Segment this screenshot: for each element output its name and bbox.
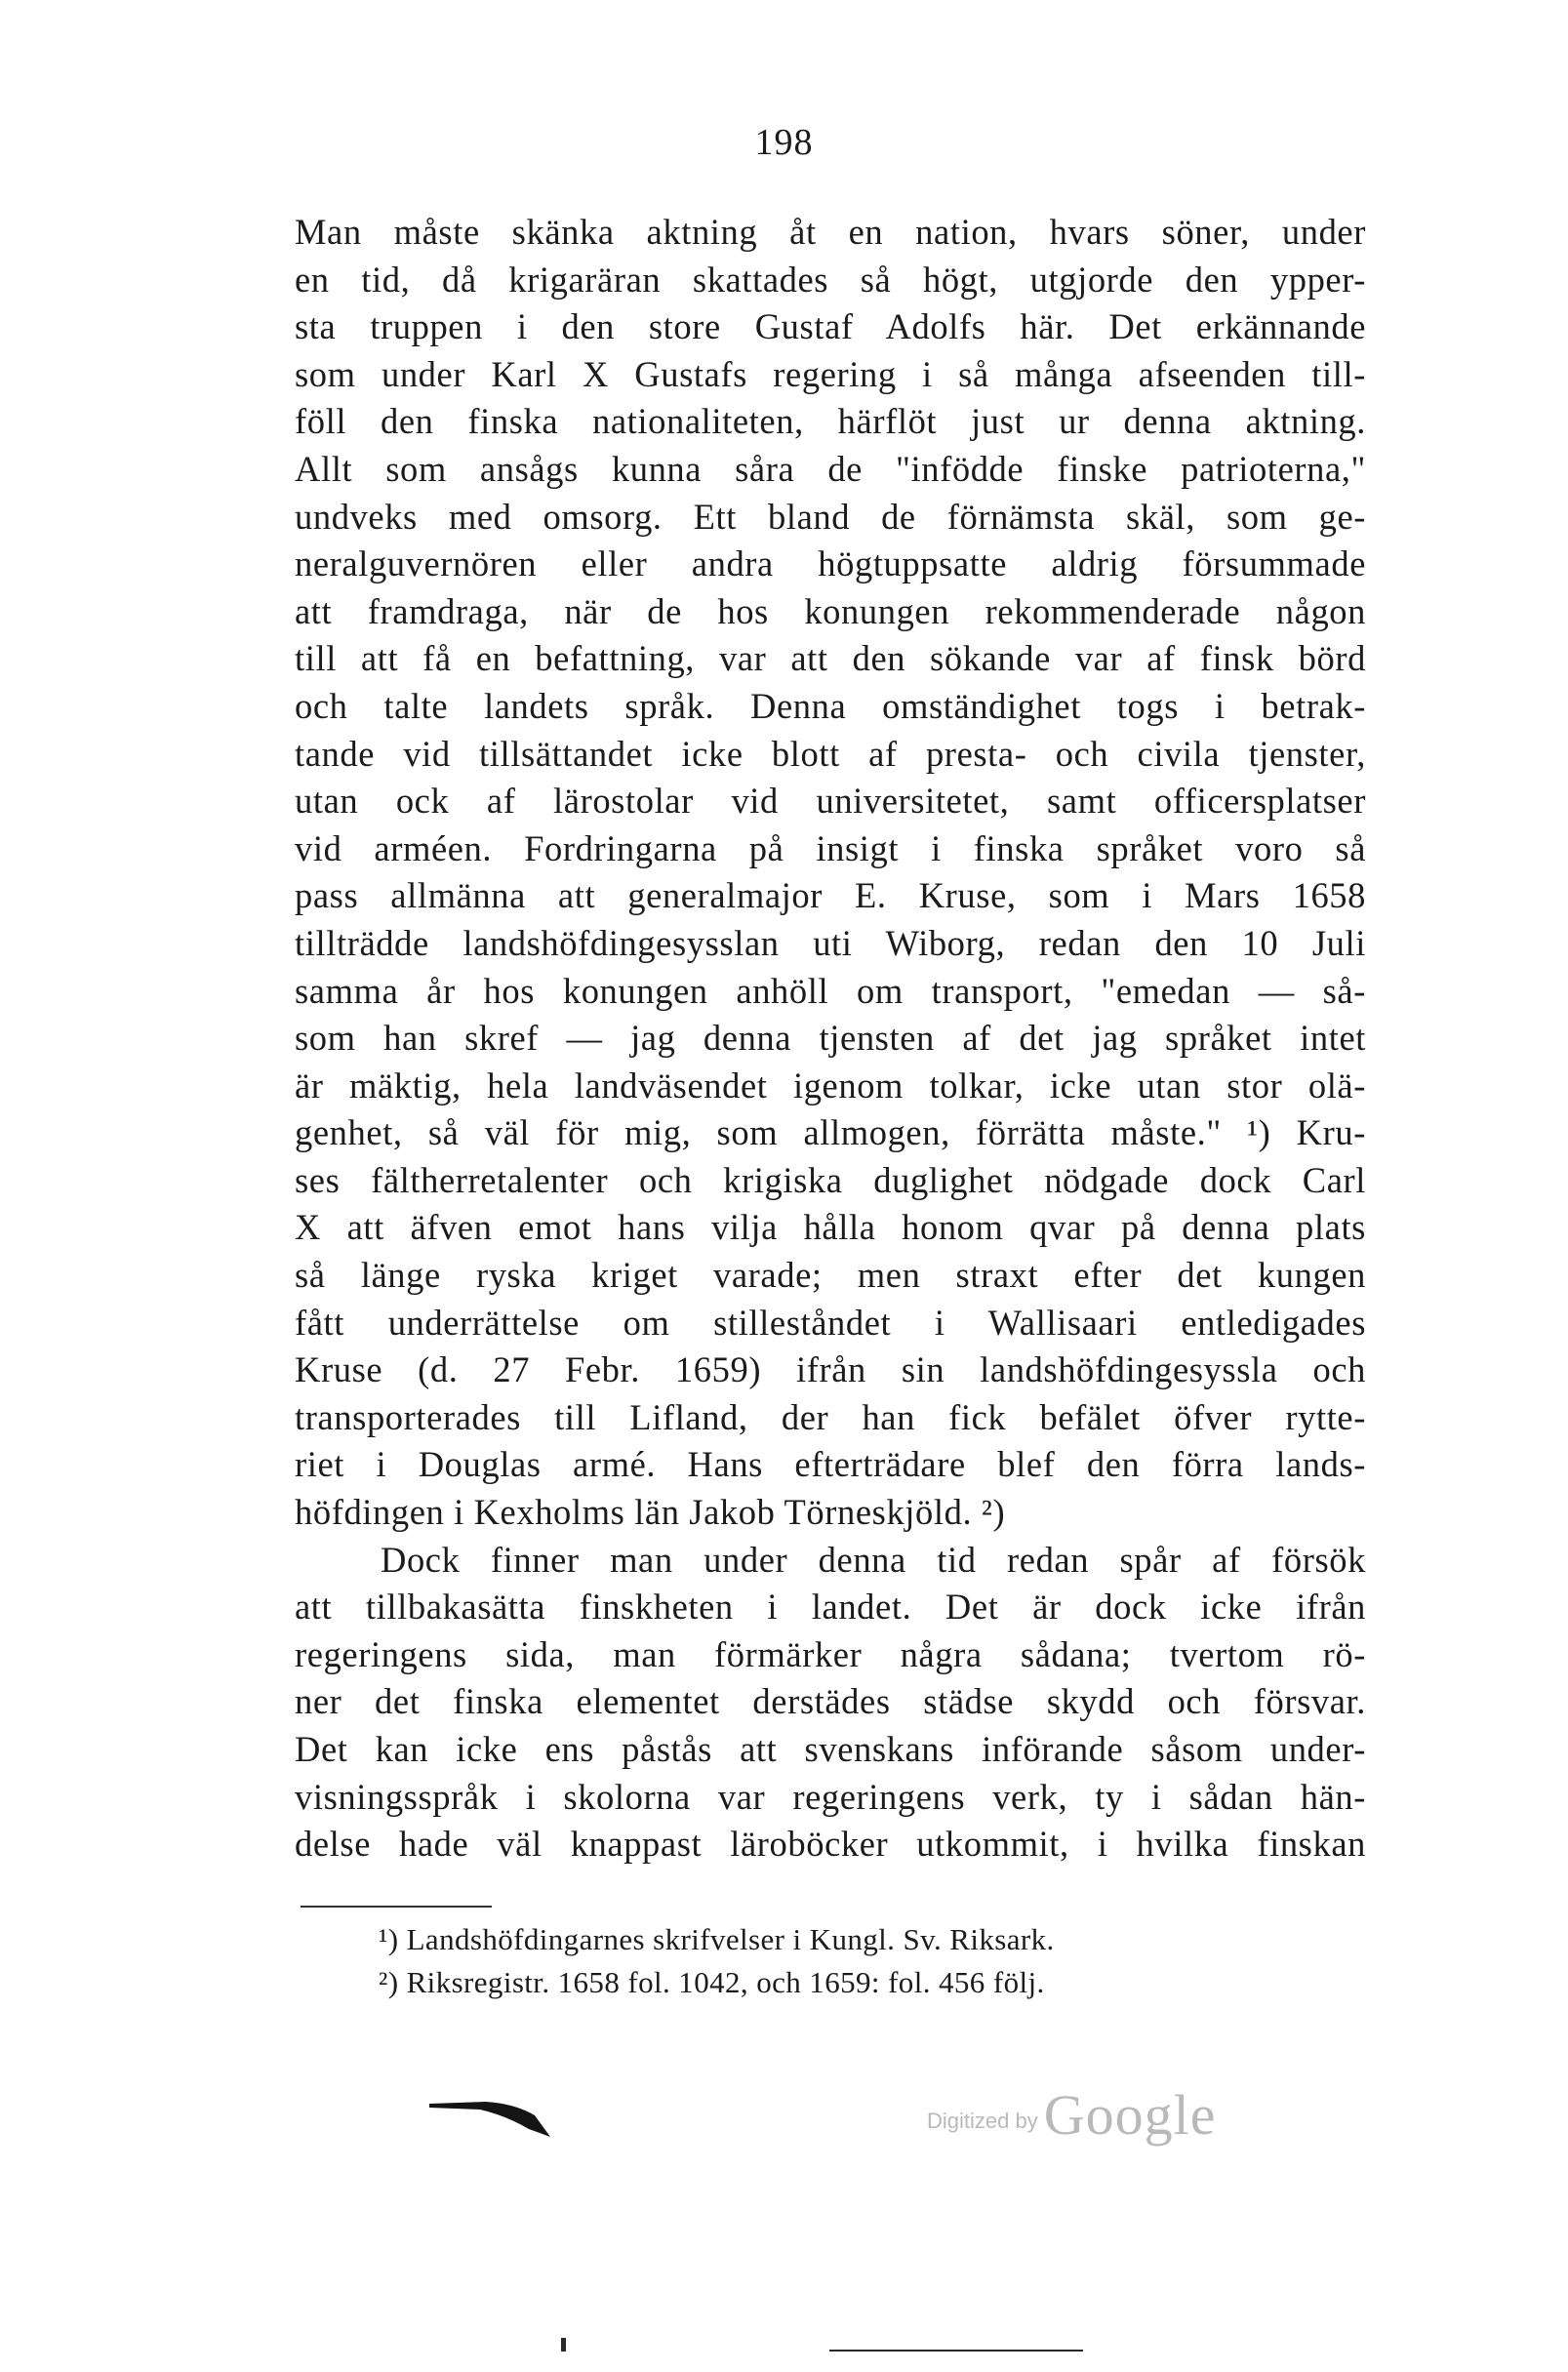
text-line: utan ock af lärostolar vid universitetet, samt officersplatser	[295, 781, 1366, 822]
body-text	[295, 209, 1366, 1869]
text-line: föll den finska nationaliteten, härflöt just ur denna aktning.	[295, 401, 1366, 442]
footnotes	[379, 1918, 1335, 2004]
text-line: och talte landets språk. Denna omständighet togs i betrak-	[295, 685, 1366, 726]
text-line: vid arméen. Fordringarna på insigt i finska språket voro så	[295, 827, 1366, 868]
text-line: pass allmänna att generalmajor E. Kruse, som i Mars 1658	[295, 875, 1366, 916]
scan-artifact-dot	[561, 2338, 566, 2352]
text-line: är mäktig, hela landväsendet igenom tolkar, icke utan stor olä-	[295, 1065, 1366, 1106]
watermark-digitized-by: Digitized by	[927, 2109, 1038, 2133]
page-number: 198	[754, 122, 814, 163]
text-line: undveks med omsorg. Ett bland de förnämsta skäl, som ge-	[295, 496, 1366, 537]
text-line: delse hade väl knappast läroböcker utkommit, i hvilka finskan	[295, 1824, 1366, 1865]
text-line: visningsspråk i skolorna var regeringens verk, ty i sådan hän-	[295, 1776, 1366, 1817]
footnote-2	[379, 1961, 1335, 2004]
footnote-marker: ¹)	[379, 1922, 399, 1956]
text-line: en tid, då krigaräran skattades så högt, utgjorde den ypper-	[295, 259, 1366, 300]
text-line: neralguvernören eller andra högtuppsatte aldrig försummade	[295, 543, 1366, 584]
watermark-google: Google	[1043, 2083, 1217, 2147]
footnote-1	[379, 1918, 1335, 1961]
text-line: att tillbakasätta finskheten i landet. Det är dock icke ifrån	[295, 1587, 1366, 1628]
text-line: så länge ryska kriget varade; men straxt efter det kungen	[295, 1255, 1366, 1296]
footnote-marker: ²)	[379, 1965, 399, 1999]
text-line: ner det finska elementet derstädes städse skydd och försvar.	[295, 1681, 1366, 1722]
footnote-divider	[301, 1906, 492, 1908]
text-line: regeringens sida, man förmärker några sådana; tvertom rö-	[295, 1633, 1366, 1674]
text-line: som han skref — jag denna tjensten af det jag språket intet	[295, 1018, 1366, 1059]
footnote-text: Riksregistr. 1658 fol. 1042, och 1659: fol. 456 följ.	[406, 1965, 1045, 1999]
text-line: genhet, så väl för mig, som allmogen, förrätta måste." ¹) Kru-	[295, 1112, 1366, 1153]
scan-artifact-mark	[427, 2090, 554, 2139]
footnote-text: Landshöfdingarnes skrifvelser i Kungl. Sv. Riksark.	[406, 1922, 1055, 1956]
text-line: höfdingen i Kexholms län Jakob Törneskjöld. ²)	[295, 1492, 1006, 1533]
text-line: som under Karl X Gustafs regering i så många afseenden till-	[295, 353, 1366, 394]
text-line: Kruse (d. 27 Febr. 1659) ifrån sin landshöfdingesyssla och	[295, 1349, 1366, 1390]
text-line: X att äfven emot hans vilja hålla honom qvar på denna plats	[295, 1207, 1366, 1248]
text-line: till att få en befattning, var att den sökande var af finsk börd	[295, 638, 1366, 679]
text-line: Allt som ansågs kunna såra de "infödde finske patrioterna,"	[295, 448, 1366, 489]
scan-artifact-line	[829, 2350, 1083, 2352]
text-line: tillträdde landshöfdingesysslan uti Wiborg, redan den 10 Juli	[295, 922, 1366, 963]
text-line: att framdraga, när de hos konungen rekommenderade någon	[295, 590, 1366, 631]
text-line: ses fältherretalenter och krigiska duglighet nödgade dock Carl	[295, 1159, 1366, 1200]
text-line: tande vid tillsättandet icke blott af presta- och civila tjenster,	[295, 733, 1366, 774]
text-line: sta truppen i den store Gustaf Adolfs här. Det erkännande	[295, 306, 1366, 347]
text-line: Man måste skänka aktning åt en nation, hvars söner, under	[295, 212, 1366, 252]
text-line: Det kan icke ens påstås att svenskans införande såsom under-	[295, 1729, 1366, 1769]
text-line: transporterades till Lifland, der han fick befälet öfver rytte-	[295, 1396, 1366, 1437]
text-line: riet i Douglas armé. Hans efterträdare blef den förra lands-	[295, 1444, 1366, 1485]
text-line: fått underrättelse om stilleståndet i Wallisaari entledigades	[295, 1302, 1366, 1343]
watermark	[927, 2082, 1259, 2151]
text-line: samma år hos konungen anhöll om transport, "emedan — så-	[295, 970, 1366, 1011]
text-line: Dock finner man under denna tid redan spår af försök	[381, 1539, 1366, 1580]
